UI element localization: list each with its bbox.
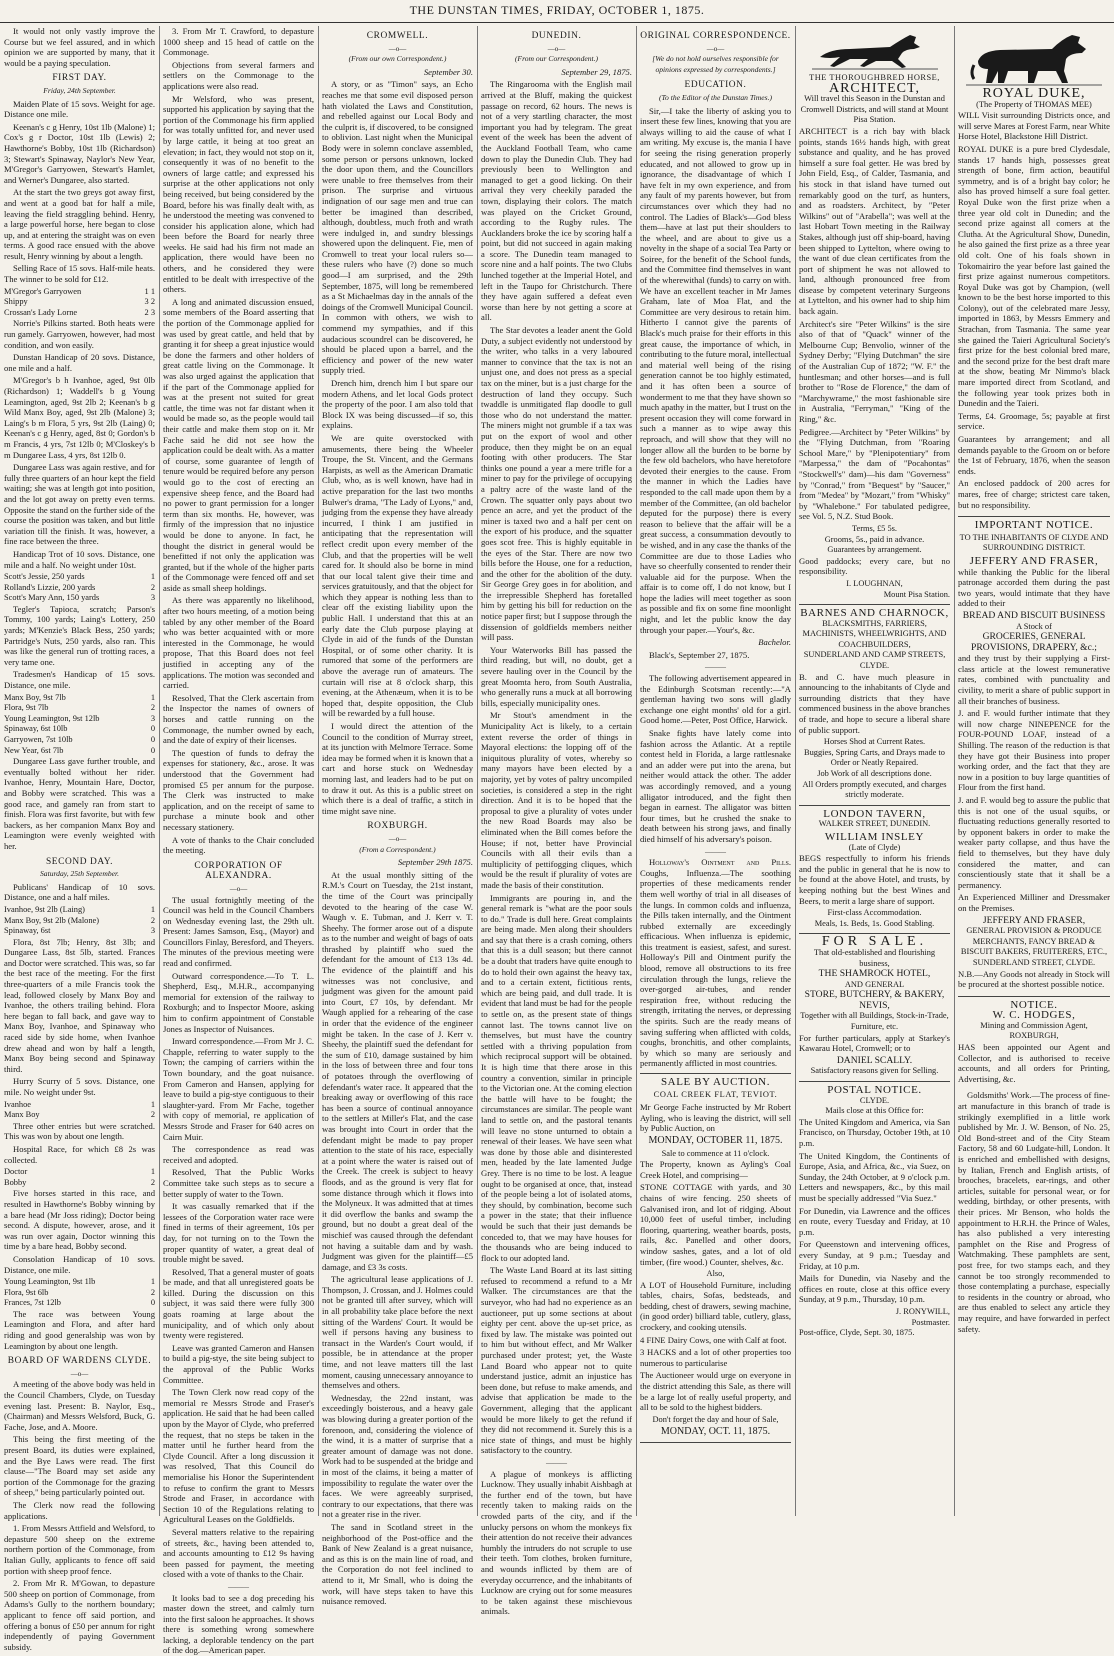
dunstan-report: Dungaree Lass was again restive, and for fully three quarters of an hour kept the field waiting; she was at length got into position, and the lot got away on pretty even terms. Opposite the stand on the further side of the course the position was taken, and but little variation till the finish. It was, however, a fine race between the three. (4, 462, 155, 547)
advert-text: ARCHITECT is a rich bay with black points, stands 16½ hands high, with great substance and quality, and he has proved himself a sure foal getter. He was bred by John Field, Esq., of Calder, Tasmania, and his stock in that island have turned out remarkably good on the turf, as hunters, and as roadsters. Architect, by "Peter Wilkins" out of "Arabella"; was well at the last Hobart Town meeting in the Railway Stakes, although just off ship-board, having been shipped to Lyttelton, where owing to the want of due clean certificates from the port of shipment he was not allowed to land, although pronounced free from disease by competent veterinary Surgeons at Lyttelton, and his owner had to ship him back again. (799, 126, 950, 317)
advert-name: WILLIAM INSLEY (799, 832, 950, 843)
table-row: M'Gregor's Garryowen 1 1 (4, 287, 155, 298)
dunedin-heading: DUNEDIN. (481, 31, 632, 42)
auction-place: COAL CREEK FLAT, TEVIOT. (640, 1090, 791, 1101)
advert-text: For further particulars, apply at Starkey's Kawarau Hotel, Cromwell; or to (799, 1033, 950, 1054)
table-row: Doctor 1 (4, 1167, 155, 1178)
dunstan-handicap: Dunstan Handicap of 20 sovs. Distance, one mile and a half. (4, 352, 155, 373)
advert-line: Mails close at this Office for: (799, 1106, 950, 1117)
london-tavern-advert (799, 806, 950, 935)
advert-name: JEFFERY AND FRASER, (958, 556, 1110, 567)
column-rule (159, 26, 160, 1516)
advert-subtitle: WALKER STREET, DUNEDIN. (799, 819, 950, 830)
article-paragraph: Your Waterworks Bill has passed the third reading, but will, no doubt, get a severe hauling over in the Council by the great Moomta hero, from South Australia, who generally runs a muck at all borrowing bills, especially municipality ones. (481, 645, 632, 709)
divider: ——— (640, 662, 791, 673)
advert-title: NOTICE. (958, 1000, 1110, 1011)
wardens-paragraph: A vote of thanks to the Chair concluded the meeting. (163, 835, 314, 856)
second-day-heading: SECOND DAY. (4, 857, 155, 868)
auction-text: Mr George Fache instructed by Mr Robert Ayling, who is leaving the district, will sell by Public Auction, on (640, 1102, 791, 1134)
wardens-paragraph: Resolved, That the Clerk ascertain from the Inspector the names of owners of horses and cattle running on the Commonage, the number owned by each, and the date of expiry of their licenses. (163, 693, 314, 746)
advert-text: For Dunedin, via Lawrence and the offices en route, every Tuesday and Friday, at 10 p.m. (799, 1206, 950, 1238)
divider: ——— (163, 1582, 314, 1593)
advert-line: Together with all Buildings, Stock-in-Trade, Furniture, etc. (799, 1011, 950, 1032)
selling-results (4, 287, 155, 319)
intro-paragraph: It would not only vastly improve the Course but we feel assured, and in which opinion we are supported by many, that it would be a paying speculation. (4, 26, 155, 68)
column-4-dunedin (481, 26, 632, 1516)
horse-name: ARCHITECT, (799, 84, 950, 95)
hurry-results (4, 1100, 155, 1121)
article-paragraph: The following advertisement appeared in the Edinburgh Scotsman recently:—"A gentleman having two sons will gladly exchange one eight months' old for a girl. Good home.—Peter, Post Office, Harwick. (640, 673, 791, 726)
divider: ——— (481, 1458, 632, 1469)
advert-signature: I. LOUGHNAN, (799, 579, 950, 590)
holloway-advert (640, 857, 791, 1069)
first-day-date: Friday, 24th September. (4, 86, 155, 97)
advert-text: J. and F. would beg to assure the public that this is not one of the usual squibs, or fluctuating reductions generally resorted to by opponent bakers in order to make the weaker party collapse, and thus have the field to themselves, but they have duly considered the matter, and can conscientiously state that it shall be a permanency. (958, 795, 1110, 890)
disclaimer-note: [We do not hold ourselves responsible for opinions expressed by correspondents.] (640, 54, 791, 75)
advert-line: That old-established and flourishing business, (799, 948, 950, 969)
council-paragraph: It was casually remarked that if the lessees of the Corporation water race were fined in terms of their agreement, 10s per day, for not turning on to the Town the proper quantity of water, a great deal of trouble might be saved. (163, 1201, 314, 1265)
architect-advert (799, 26, 950, 605)
council-paragraph: Several matters relative to the repairing of streets, &c., having been attended to, and accounts amounting to £12 9s having been passed for payment, the meeting closed with a vote of thanks to the Chair. (163, 1527, 314, 1580)
article-paragraph: Wednesday, the 22nd instant, was exceedingly boisterous, and a heavy gale was blowing during a greater portion of the forenoon, and, considering the violence of the wind, it is a matter of surprise that a greater amount of damage was not done. Work had to be suspended at the bridge and in most of the claims, it being a matter of impossibility to regulate the water over the faces. We were agreeably surprised, contrary to our expectations, that there was not a greater rise in the river. (322, 1393, 473, 1520)
auction-advert (640, 1073, 791, 1443)
barnes-charnock-advert (799, 605, 950, 806)
holloway-heading: Holloway's Ointment and Pills. (649, 857, 791, 867)
advert-line: A Stock of (958, 622, 1110, 633)
advert-text: Terms, £4. Groomage, 5s; payable at first service. (958, 411, 1110, 432)
advert-text: J. and F. would further intimate that they will now charge NINEPENCE for the FOUR-POUND LOAF, instead of a Shilling. The reason of the reduction is that they have got their Business into proper working order, and the fact that they are now in a position to buy large quantities of Flour from the first hand. (958, 708, 1110, 793)
advert-line: Horses Shod at Current Rates. (799, 737, 950, 748)
advert-text: BEGS respectfully to inform his friends and the public in general that he is now to be found at the above Hotel, and trusts, by keeping nothing but the best Wines and Beers, to merit a large share of support. (799, 853, 950, 906)
article-paragraph: Snake fights have lately come into fashion across the Atlantic. At a reptile contest held in Florida, a large rattlesnake and an adder were put into the arena, but neither would attack the other. The adder was accordingly removed, and a young alligator introduced, and the fight then began in earnest. The alligator was bitten four times, but he crushed the snake to death between his strong jaws, and finally died himself of his adversary's poison. (640, 728, 791, 845)
dateline: September 30. (322, 67, 473, 78)
holloway-body: Coughs, Influenza.—The soothing properties of these medicaments render them well worthy of trial in all diseases of the lungs. In common colds and influenza, the Pills taken internally, and the Ointment rubbed externally are exceedingly efficacious. When influenza is epidemic, this treatment is easiest, safest, and surest. Holloway's Pill and Ointment purify the blood, remove all obstructions to its free circulation through the lungs, relieve the over-gorged air-tubes, and render respiration free, without reducing the strength, irritating the nerves, or depressing the spirits. Such are the ready means of saving suffering when afflicted with colds, coughs, bronchitis, and other complaints, by which so many are seriously and permanently afflicted in most countries. (640, 868, 791, 1069)
advert-line: Satisfactory reasons given for Selling. (799, 1066, 950, 1077)
column-rule (477, 26, 478, 1516)
correspondent-note: (From our Correspondent.) (481, 54, 632, 65)
table-row: Manx Boy, 9st 2lb (Malone) 2 (4, 916, 155, 927)
dateline: September 29th 1875. (322, 857, 473, 868)
advert-signature: Mount Pisa Station. (799, 590, 950, 601)
cromwell-heading: CROMWELL. (322, 31, 473, 42)
tradesmen-report: Dungaree Lass gave further trouble, and eventually bolted without her rider. Ivanhoe, Henry, Mountain Hare, Doctor, and Bobby were scratched. This was a good race, and gamely ran from start to finish. Flora was first favorite, but with few backers, as her companion Manx Boy and Leamington were evenly weighted with her. (4, 756, 155, 851)
table-row: Rolland's Lizzie, 200 yards 2 (4, 583, 155, 594)
letter-place: Black's, September 27, 1875. (640, 650, 791, 661)
column-3-cromwell (322, 26, 473, 1516)
wardens-paragraph: As there was apparently no likelihood, after two hours meeting, of a motion being tabled by any other member of the Board who was better acquainted with or more interested in the Commonage, he would propose, That this Board does not feel justified in accepting any of the applications. The motion was seconded and carried. (163, 595, 314, 690)
trot-report: Tegler's Tapioca, scratch; Parson's Tommy, 100 yards; Laing's Lottery, 250 yards; M'Kenzie's Black Bess, 250 yards; Partridge's Nuts, 250 yards, also ran. This was like the general run of trotting races, a very tame one. (4, 604, 155, 668)
goldsmiths-paragraph: Goldsmiths' Work.—The process of fine-art manufacture in this branch of trade is strikingly exemplified in a little work published by Mr. J. W. Benson, of No. 25, Old Bond-street and of the City Steam Factory, 58 and 60 Ludgate-hill, London. It is enriched and embellished with designs, by Italian, French and English artists, of brooches, bracelets, ear-rings, and other articles, suitable for personal wear, or for wedding, birthday, or other presents, with their prices. Mr Benson, who holds the appointment to H.R.H. the Prince of Wales, has also published a very interesting pamphlet on the Rise and Progress of Watchmaking. These pamphlets are sent, post free, for two stamps each, and they cannot be too strongly recommended to those contemplating a purchase, especially to residents in the country or abroad, who are thus enabled to select any article they may require, and have forwarded in perfect safety. (958, 1090, 1110, 1334)
consolation-results (4, 1277, 155, 1309)
advert-name: DANIEL SCALLY. (799, 1056, 950, 1067)
divider: —o— (163, 884, 314, 895)
advert-text: ROYAL DUKE is a pure bred Clydesdale, stands 17 hands high, possesses great strength of bone, firm action, beautiful symmetry, and is of a bright bay color; he also has proved himself a sure foal getter. Royal Duke won the first prize when a three year old colt in Dunedin; and the second prize against all comers at the Clutha. At the Agricultural Show, Dunedin, he also gained the first prize as a three year old colt. One of his foals shown in Tokomairiro the year before last gained the first prize against numerous competitors. Royal Duke was got by Champion, (well known to be the best horse imported to this Colony), out of the celebrated mare Jessy, imported in 1863, by Messrs Emmery and Strachan, from Tasmania. The same year she gained the Taieri Agricultural Society's first prize for the best colonial bred mare, and the second prize for the best draft mare at the show, beating Mr Nimmo's black mare imported direct from Scotland, and the following year took prizes both in Dunedin and the Taieri. (958, 144, 1110, 409)
article-paragraph: At the usual monthly sitting of the R.M.'s Court on Tuesday, the 21st instant, the time of the Court was principally devoted to the hearing of the case W. Waugh v. E. Tubman, and J. Kerr v. T. Sheehy. The former arose out of a dispute as to the number and weight of bags of oats thrashed by plaintiff who sued the defendant for the amount of £13 13s 4d. The evidence of the plaintiff and his witnesses was not conclusive, and judgment was given for the amount paid into Court, £7 10s, by defendant. Mr Waugh applied for a rehearing of the case in order that the evidence of the engineer might be taken. In the case of J. Kerr v. Sheehy, the plaintiff sued the defendant for the sum of £10, damage sustained by him in the loss of between three and four tons of potatoes through the overflowing of defendant's water race. It appeared that the breaking away or overflowing of this race has been a source of continual annoyance to the settlers at Miller's Flat, and the case was brought into Court in order that the defendant might be made to pay proper attention to the state of his race, especially at a point where the water is raised out of the Creek. The creek is subject to heavy floods, and as the ground is very flat for some distance through which it flows into the Molyneux. It was admitted that at times it did overflow the banks and swamp the ground, but no doubt a great deal of the mischief was caused through the defendant not having a suitable dam and by wash. Judgment was given for the plaintiff—£5 damage, and £3 3s costs. (322, 870, 473, 1273)
column-rule (636, 26, 637, 1516)
advert-text: Pedigree.—Architect by "Peter Wilkins" by the "Flying Dutchman, from "Roaring School Mare," by "Plenipotentiary" from "Marpessa," the dam of "Pocahontas" "Stockwell's" dam)—his dam "Governess" by "Conrad," from "Bequest" by "Saucer," from "Medea" by "Mozart," from "Whisky" by "Whalebone." For tabulated pedigree, see Vol. 5, N.Z. Stud Book. (799, 427, 950, 522)
advert-text: B. and C. have much pleasure in announcing to the inhabitants of Clyde and surrounding districts that they have commenced business in the above branches of trade, and hope to secure a liberal share of public support. (799, 672, 950, 736)
column-1-racing (4, 26, 155, 1516)
trot-results (4, 572, 155, 604)
council-paragraph: Resolved, That the Public Works Committee take such steps as to secure a better supply of water to the Town. (163, 1167, 314, 1199)
selling-race: Selling Race of 15 sovs. Half-mile heats. The winner to be sold for £12. (4, 263, 155, 284)
divider: ——— (640, 847, 791, 858)
hurry-report: Three other entries but were scratched. This was won by about one length. (4, 1121, 155, 1142)
table-row: Young Leamington, 9st 1lb 1 (4, 1277, 155, 1288)
table-row: Scott's Jessie, 250 yards 1 (4, 572, 155, 583)
advert-text: HAS been appointed our Agent and Collector, and is authorised to receive accounts, and all orders for Printing, Advertising, &c. (958, 1042, 1110, 1084)
article-paragraph: Mr Stout's amendment in the Municipality Act is likely, to a certain extent reverse the order of things in Mayoral elections: the lopping off of the iniquitous plurality of votes, whereby so many mayors have been elected by a majority, yet by votes of paltry uncompiled societies, is considered a step in the right direction. And it is to be hoped that the proposal to give a plurality of votes under the new Road Boards may also be eliminated when the Bill comes before the House; if not, better have Provincial Councils with all their evils than a multiplicity of pettifogging cliques, which would be the result if plurality of votes are made the basis of their constitution. (481, 710, 632, 890)
advert-text: Mails for Dunedin, via Naseby and the offices en route, close at this office every Sunday, at 9 p.m., Thursday, 10 p.m. (799, 1273, 950, 1305)
advert-text: Architect's sire "Peter Wilkins" is the sire also of that of "Quack" winner of the Melbourne Cup; Benvolio, winner of the Sydney Derby; "Flying Dutchman" the sire of the Australian Cup of 1872; "W. F." the huntlesman; and other horses—and is full brother to "Rose de Florence," the dam of "Marchywrame," the most fashionable sire in Australia, "Ferryman," "King of the Ring," &c. (799, 319, 950, 425)
hurry-scurry: Hurry Scurry of 5 sovs. Distance, one mile. No weight under 9st. (4, 1076, 155, 1097)
maiden-plate: Maiden Plate of 15 sovs. Weight for age. Distance one mile. (4, 99, 155, 120)
advert-name: JEFFERY AND FRASER, (958, 916, 1110, 927)
auction-text: The Property, known as Ayling's Coal Creek Hotel, and comprising— (640, 1159, 791, 1180)
advert-line: First-class Accommodation. (799, 908, 950, 919)
advert-line: All Orders promptly executed, and charges strictly moderate. (799, 780, 950, 801)
for-sale-advert (799, 934, 950, 1082)
table-row: Scott's Mary Ann, 150 yards 3 (4, 593, 155, 604)
wardens-paragraph: A meeting of the above body was held in the Council Chambers, Clyde, on Tuesday evening last. Present: B. Naylor, Esq., (Chairman) and Messrs Welsford, Buck, G. Fache, Jose, and A. Moore. (4, 1379, 155, 1432)
table-row: Shippy 3 2 (4, 297, 155, 308)
education-heading: EDUCATION. (640, 80, 791, 91)
advert-subtitle: TO THE INHABITANTS OF CLYDE AND SURROUNDING DISTRICT. (958, 533, 1110, 554)
advert-text: while thanking the Public for the liberal patronage accorded them during the past two years, would intimate that they have added to their (958, 567, 1110, 609)
column-7-adverts (958, 26, 1110, 1516)
auction-text: The Auctioneer would urge on everyone in the district attending this Sale, as there will be a large lot of really useful property, and all to be sold to the highest bidders. (640, 1370, 791, 1412)
letter-signature: Bachelor. (640, 637, 791, 648)
column-rule (795, 26, 796, 1516)
table-row: Crossan's Lady Lorne 2 3 (4, 308, 155, 319)
advert-terms: Guarantees by arrangement. (799, 545, 950, 556)
auction-text: STONE COTTAGE with yards, and 30 chains of wire fencing. 250 sheets of Galvanised iron, and lot of ridging. About 10,000 feet of useful timber, including flooring, quartering, weather boards, posts, rails, &c. Panelled and other doors, window sashes, gates, and a lot of old timber, (fire wood.) Counter, shelves, &c. (640, 1182, 791, 1267)
advert-line: Meals, 1s. Beds, 1s. Good Stabling. (799, 919, 950, 930)
selling-report: Norrie's Pilkins started. Both heats were run gamely. Garryowen, however, had most condition, and won easily. (4, 318, 155, 350)
advert-line: Post-office, Clyde, Sept. 30, 1875. (799, 1328, 950, 1339)
wardens-heading: BOARD OF WARDENS CLYDE. (4, 1356, 155, 1367)
advert-subtitle: Will travel this Season in the Dunstan and Cromwell Districts, and will stand at Mount Pisa Station. (799, 94, 950, 126)
handicap-trot: Handicap Trot of 10 sovs. Distance, one mile and a half. No weight under 10st. (4, 549, 155, 570)
advert-line: SUNDERLAND STREET, CLYDE. (958, 958, 1110, 969)
advert-line: Job Work of all descriptions done. (799, 769, 950, 780)
council-paragraph: The correspondence as read was received and adopted. (163, 1144, 314, 1165)
publicans-handicap: Publicans' Handicap of 10 sovs. Distance, one and a half miles. (4, 882, 155, 903)
advert-text: Guarantees by arrangement; and all demands payable to the Groom on or before the 1st of February, 1876, when the season ends. (958, 434, 1110, 476)
advert-text: WILL Visit surrounding Districts once, and will serve Mares at Forest Farm, near White Horse Hotel, Blackstone Hill District. (958, 110, 1110, 142)
hodges-notice-advert (958, 997, 1110, 1091)
racehorse-icon (810, 31, 940, 71)
table-row: Frances, 7st 12lb 0 (4, 1298, 155, 1309)
editor-note: (To the Editor of the Dunstan Times.) (640, 93, 791, 104)
divider: —o— (322, 44, 473, 55)
column-rule (954, 26, 955, 1516)
article-paragraph: We are quite overstocked with amusements, there being the Wheeler Troupe, the St. Vincent, and the Germans Harpists, as well as the American Dramatic Club, who, as is well known, have had in active preparation for the last two months Bulwer's drama, "The Lady of Lyons," and, judging from the expense they have already incurred, I think I am justified in anticipating that the representation will reflect credit upon every member of the Club, and that the properties will be well cared for. It should also be borne in mind that our local talent give their time and services gratuitously, and that the object for which they appear is nothing less than to clear off the existing liability upon the public Hall. I understand that this at an early date the Club purpose playing at Clyde in aid of the funds of the Dunstan Hospital, or of some other charity. It is rumored that some of the performers are above the average run of amateurs. The curtain will rise at 8 o'clock sharp, this evening, at the Athenæum, when it is to be hoped that, despite opposition, the Club will be rewarded by a full house. (322, 433, 473, 719)
article-paragraph: The sand in Scotland street in the neighborhood of the Post-office and the Bank of New Zealand is a great nuisance, and as this is on the main line of road, and the Corporation do not feel inclined to attend to it, Mr Small, who is doing the work, will have steps taken to have this nuisance removed. (322, 1522, 473, 1607)
auction-text: Also, (640, 1269, 791, 1280)
advert-terms: Grooms, 5s., paid in advance. (799, 535, 950, 546)
wardens-paragraph: 1. From Messrs Attfield and Welsford, to depasture 500 sheep on the extreme northern portion of the Commonage, from Italian Gully, applicants to fence off said portion with sheep proof fence. (4, 1523, 155, 1576)
table-row: Manx Boy, 9st 7lb 1 (4, 693, 155, 704)
wardens-paragraph: A long and animated discussion ensued, some members of the Board asserting that the portion of the Commonage applied for was used by great cattle, and held that by granting it for sheep a great injustice would be done the farmers and other holders of great cattle living on the Commonage. It was also urged against the application that if the part of the Commonage applied for was at the present not suited for great cattle, the time was not far distant when it would be made so, as the people would tail their cattle and make them stop on it. Mr Fache said he did not see how the application could be dealt with. As a matter of course, some guarantee of length of tenure would be required before any person would go to the cost of erecting an expensive sheep fence, and the Board had no power to grant permission for a longer term than six months. He, however, was firmly of the impression that no injustice would be done to anyone. In fact, he thought the district in general would be benefitted if not only the application was granted, but if the whole of the higher parts of the Commonage were fenced off and set aside as small sheep holdings. (163, 297, 314, 594)
hospital-report: Five horses started in this race, and resulted in Hawthorne's Bobby winning by a bare head (Mr Joss riding); Doctor being second. A dispute, however, arose, and it was run over again, Doctor winning this time by a bare head, Bobby second. (4, 1188, 155, 1252)
article-paragraph: The Star devotes a leader anent the Gold Duty, a subject evidently not understood by the writer, who talks in a very laboured manner to convince that the tax is not an unjust one, and does not press as a special tax on the miner, but is a just charge for the destruction of land they occupy. Such twaddle is unmitigated flap doodle to gull those who do not understand the matter. The miners might not grumble if a tax was put on the export of wool and other produce, then they might be on an equal footing with other producers. The Star thinks one pound a year a mere trifle for a miner to pay for the privilege of occupying a paltry acre of the waste land of the Crown. The squatter only pays about two pence an acre, and yet the product of the miner is taxed two and a half per cent on the export of his produce, and the squatter goes scot free. This is highly equitable in the eyes of the Star. There are now two bills before the House, one for a reduction, and the other for the abolition of the duty. Sir George Grey goes in for abolition, and the irrepressible Shepherd has foretalled him by getting his bill for reduction on the notice paper first; but I suppose through the dissension of goldfields members neither will pass. (481, 325, 632, 643)
publicans-results (4, 905, 155, 937)
advert-text: The United Kingdom and America, via San Francisco, on Thursday, October 19th, at 10 p.m. (799, 1117, 950, 1149)
correspondent-note: (From our own Correspondent.) (322, 54, 473, 65)
advert-subtitle: CLYDE. (799, 1096, 950, 1107)
divider: —o— (481, 44, 632, 55)
postal-notice-advert (799, 1082, 950, 1343)
roxburgh-heading: ROXBURGH. (322, 821, 473, 832)
wardens-paragraph: The Clerk now read the following applications. (4, 1500, 155, 1521)
advert-subtitle: BLACKSMITHS, FARRIERS, MACHINISTS, WHEELWRIGHTS, AND COACHBUILDERS, (799, 619, 950, 651)
advert-line: GENERAL PROVISION & PRODUCE MERCHANTS, FANCY BREAD & BISCUIT BAKERS, FRUITERERS, ETC., (958, 926, 1110, 958)
maiden-report: At the start the two greys got away first, and went at a good bat for half a mile, leaving the field straggling behind. Henry, a large powerful horse, here began to close up, and at entering the straight was on even terms. A good race ensued with the above result, Henry winning by about a length. (4, 187, 155, 261)
auction-heading: SALE BY AUCTION. (640, 1077, 791, 1088)
council-paragraph: The Town Clerk now read copy of the memorial re Messrs Strode and Fraser's application. He said that he had been called upon by the Mayor of Clyde, who preferred the request, that no steps be taken in the matter until he further heard from the Clyde Council. After a long discussion it was resolved, That this Council do memorialise his Honor the Superintendent to refuse to confirm the grant to Messrs Strode and Fraser, in accordance with Section 10 of the Regulations relating to Agricultural Leases on the Goldfields. (163, 1387, 314, 1525)
auction-text: 3 HACKS and a lot of other properties too numerous to particularise (640, 1347, 791, 1368)
table-row: Flora, 9st 7lb 2 (4, 703, 155, 714)
divider: —o— (640, 44, 791, 55)
advert-terms: Terms, £5 5s. (799, 524, 950, 535)
wardens-paragraph: 2. From Mr R. M'Gowan, to depasture 500 sheep on portion of Commonage, from Adams's Gully to the northern boundary; applicant to fence off said portion, and offering a bonus of £50 per annum for right independently of paying Government subsidy. (4, 1578, 155, 1652)
council-paragraph: Inward correspondence.—From Mr J. C. Chapple, referring to water supply to the Town; the camping of carriers within the Town boundary, and the goat nuisance. From Cameron and Hansen, applying for leave to build a pig-stye contiguous to their slaughter-yard. From Mr Fache, together with copy of memorial, re application of Messrs Strode and Fraser for 640 acres on Cairn Muir. (163, 1036, 314, 1142)
column-5-correspondence (640, 26, 791, 1516)
council-paragraph: The usual fortnightly meeting of the Council was held in the Council Chambers on Wednesday evening last, the 29th ult. Present: James Samson, Esq., (Mayor) and Councillors Finlay, Beresford, and Theyers. The minutes of the previous meeting were read and confirmed. (163, 895, 314, 969)
council-paragraph: Resolved, That a general muster of goats be made, and that all unregistered goats be killed. During the discussion on this subject, it was said there were fully 300 goats roaming at large about the municipality, and of which only about twenty were registered. (163, 1267, 314, 1341)
advert-subtitle: (The Property of THOMAS MEE) (958, 100, 1110, 111)
column-6-adverts (799, 26, 950, 1516)
wardens-paragraph: 3. From Mr T. Crawford, to depasture 1000 sheep and 15 head of cattle on the Commonage. (163, 26, 314, 58)
advert-text: Good paddocks; every care, but no responsibility. (799, 556, 950, 577)
important-notice-advert (958, 517, 1110, 997)
advert-name: THE SHAMROCK HOTEL, (799, 969, 950, 980)
advert-text: For Queenstown and intervening offices, every Sunday, at 9 p.m.; Tuesday and Friday, at 10 p.m. (799, 1239, 950, 1271)
auction-text: 4 FINE Dairy Cows, one with Calf at foot. (640, 1335, 791, 1346)
table-row: Bobby 2 (4, 1178, 155, 1189)
advert-line: BREAD AND BISCUIT BUSINESS (958, 611, 1110, 622)
table-row: Ivanhoe 1 (4, 1100, 155, 1111)
article-paragraph: I would direct the attention of the Council to the condition of Murray street, at its junction with Melmore Terrace. Some idea may be formed when it is known that a cart and horse stuck on Wednesday morning last, and leaders had to be put on to draw it out. As this is a public street on which there is a deal of traffic, a stitch in time might save nine. (322, 721, 473, 816)
table-row: Spinaway, 6st 3 (4, 926, 155, 937)
hospital-results (4, 1167, 155, 1188)
advert-line: GROCERIES, GENERAL PROVISIONS, DRAPERY, &c.; (958, 632, 1110, 653)
auction-text: Sale to commence at 11 o'clock. (640, 1149, 791, 1160)
table-row: Flora, 9st 6lb 2 (4, 1288, 155, 1299)
royal-duke-advert (958, 26, 1110, 517)
advert-title: THE THOROUGHBRED HORSE, (799, 73, 950, 84)
letter-paragraph: Sir,—I take the liberty of asking you to insert these few lines, knowing that you are always willing to aid the cause of what I am writing. My excuse is, the mania I have for seeing the rising generation properly educated, and not allowed to grow up in ignorance, the disadvantage of which I have felt in my own experience, and from any fault of my parents however, but from circumstances over which they had no control. The Ladies of Black's—God bless them—have at last put their shoulders to the wheel, and are about to give us a novelty in the shape of a social Tea Party or Soiree, for the benefit of the School funds, and the Committee find themselves in want of the wherewithal (funds) to carry on with. We have an excellent teacher in Mr James Graham, late of Moa Flat, and the Committee are very desirous to retain him. Hitherto I cannot give the parents of Black's much praise for their efforts in this great cause, the importance of which, in contributing to the future moral, intellectual and material well being of the rising generation cannot be too highly estimated, and it has often been a source of wonderment to me that they have shown so much apathy in the matter, but I trust on the present occasion they will come forward in such a manner as to wipe away this reproach, and will show that they will no longer allow all the burden to be borne by the few old bachelors, who have heretofore devoted their energies to the cause. From the manner in which the Ladies have responded to the call made upon them by a member of the Committee, (an old bachelor deputed for the purpose) there is every reason to believe that the affair will be a great success, a consummation devoutly to be wished, and in any case the thanks of the Committee are due to those Ladies who have so cheerfully consented to render their valuable aid for the purpose. When the affair is to come off, I do not know, but I hope the ladies will meet together as soon as possible and fix on some fine moonlight night, and let the public know the day through your paper.—Your's, &c. (640, 106, 791, 636)
auction-text: A LOT of Household Furniture, including tables, chairs, Sofas, bedsteads, and bedding, chest of drawers, sewing machine, (in good order) billiard table, cutlery, glass, crockery, and cooking utensils. (640, 1280, 791, 1333)
table-row: Garryowen, 7st 10lb 0 (4, 735, 155, 746)
correspondent-note: (From a Correspondent.) (322, 845, 473, 856)
column-rule (318, 26, 319, 1516)
dog-paragraph: It looks bad to see a dog preceding his master down the street, and calmly turn into the first saloon he approaches. It shows there is something wrong somewhere lacking, a deplorable tendency on the part of the dog.—American paper. (163, 1593, 314, 1656)
consolation-handicap: Consolation Handicap of 10 sovs. Distance, one mile. (4, 1254, 155, 1275)
advert-text: The United Kingdom, the Continents of Europe, Asia, and Africa, &c., via Suez, on Sunday, the 24th October, at 9 o'clock p.m. Letters and newspapers, &c., by this mail must be specially addressed "Via Suez." (799, 1151, 950, 1204)
alexandra-heading: CORPORATION OF ALEXANDRA. (163, 861, 314, 882)
dunstan-entries: M'Gregor's b h Ivanhoe, aged, 9st 0lb (Richardson) 1; Waddell's b g Young Leamington, aged, 9st 2lb 2; Keenan's b g Wild Manx Boy, aged, 9st 2lb (Malone) 3; Laing's b m Flora, 5 yrs, 9st 2lb (Laing) 0; Keenan's c g Henry, aged, 8st 0; Gordon's b m Francis, 4 yrs, 7st 12lb 0; M'Closkey's b m Dungaree Lass, 4 yrs, 8st 12lb 0. (4, 375, 155, 460)
dateline: September 29, 1875. (481, 67, 632, 78)
table-row: Spinaway, 6st 10lb 0 (4, 724, 155, 735)
advert-text: An enclosed paddock of 200 acres for mares, free of charge; strictest care taken, but no responsibility. (958, 478, 1110, 510)
article-paragraph: A plague of monkeys is afflicting Lucknow. They usually inhabit Aishbagh at the further end of the town, but have recently taken to making raids on the crowded parts of the city, and if the unlucky persons on whom the monkeys fix their attention do not receive their advances humbly the intruders do not scruple to use their teeth. Tom clothes, broken furniture, and wounds inflicted by them are of everyday occurrence, and the inhabitants of Lucknow are crying out for some measures to be taken against these mischievous animals. (481, 1469, 632, 1617)
article-paragraph: The Waste Land Board at its last sitting refused to recommend a refund to a Mr Walker. The circumstances are that the surveyor, who had had no experience as an auctioneer, put up some sections at about eighty per cent. above the up-set price, as fixed by law. The mistake was pointed out to him but without effect, and Mr Walker purchased under protest; yet, the Waste Land Board who appear not to quite understand justice, admit an injustice has been done, but refuse to make amends, and advise that application be made to the Government, alleging that the applicant would be more likely to get the refund if they did not recommend it. Surely this is a nice state of things, and must be highly satisfactory to the country. (481, 1265, 632, 1456)
article-paragraph: The agricultural lease applications of J. Thompson, J. Crossan, and J. Holmes could not be granted till after survey, which will in all probability take place before the next sitting of the Wardens' Court. It would be well if persons having any business to transact in the Warden's Court would, if possible, be in attendance at the proper time, and not leave matters till the last moment, causing unnecessary annoyance to themselves and others. (322, 1274, 473, 1391)
second-day-date: Saturday, 25th September. (4, 869, 155, 880)
divider: —o— (4, 1369, 155, 1380)
council-paragraph: Outward correspondence.—To T. L. Shepherd, Esq., M.H.R., accompanying memorial for extension of the railway to Roxburgh; and to Inspector Moore, asking him to confirm appointment of Constable Jones as Inspector of Nuisances. (163, 971, 314, 1035)
article-paragraph: Immigrants are pouring in, and the general remark is "what are the poor souls to do." Trade is dull here. Great complaints are being made. Men along their shoulders and say that there is a crash coming, others that this is a dull season; but there cannot be a doubt that traders have quite enough to do to hold their own against the heavy tax, and to a certain extent, fictitious rents, which are being paid, and dull trade. It is evident that land must be had for the people to settle on, as the present state of things cannot last. The towns cannot live on themselves, but must have the country settled with a thriving population from which reciprocal support will be obtained. It is high time that there arose in this country a convention, similar in principle to the Victorian one. At the coming election the battle will have to be fought; the circumstances are similar. The people want land to settle on, and the pastoral tenants will leave no stone unturned to obtain a renewal of their leases. We have seen what was done by those able and disinterested men, headed by the late lamented Judge Grey. There is no time to be lost. A league ought to be organised at once, that, instead of the people being a lot of isolated atoms, they should, by combination, become such a power in the state; that their influence would be such that their just demands be conceded to, that we may have houses for the thousands who are being induced to flock to our adopted land. (481, 893, 632, 1264)
hospital-race: Hospital Race, for which £8 2s was collected. (4, 1144, 155, 1165)
advert-text: An Experienced Milliner and Dressmaker on the Premises. (958, 892, 1110, 913)
council-paragraph: Leave was granted Cameron and Hansen to build a pig-stye, the site being subject to the approval of the Public Works Committee. (163, 1343, 314, 1385)
wardens-paragraph: Mr Welsford, who was present, supported his application by saying that the portion of the Commonage his firm applied for was totally unfitted for, and never used by large cattle, it being at too great an elevation; in fact, they would not stop on it, consequently it was of no benefit to the owners of large cattle; and expressed his surprise at the other applications not only being received, but being considered by the Board, before his was finally dealt with, as he understood the meeting was convened to consider his application alone, which had been before the Board for nearly three weeks. He said had his firm not made an application, there would have been no others, and he considered they were entitled to be dealt with irrespective of the others. (163, 94, 314, 295)
table-row: Ivanhoe, 9st 2lb (Laing) 1 (4, 905, 155, 916)
table-row: New Year, 6st 7lb 0 (4, 746, 155, 757)
auction-date: MONDAY, OCTOBER 11, 1875. (640, 1136, 791, 1147)
advert-subtitle: SUNDERLAND AND CAMP STREETS, CLYDE. (799, 650, 950, 671)
wardens-paragraph: Objections from several farmers and settlers on the Commonage to the applications were also read. (163, 60, 314, 92)
article-paragraph: Drench him, drench him I but spare our modern Athens, and let local Gods protect the property of the poor. I am also told that Block IX was being discussed—if so, this explains. (322, 378, 473, 431)
advert-subtitle: (Late of Clyde) (799, 843, 950, 854)
advert-title: FOR SALE. (799, 937, 950, 948)
tradesmen-results (4, 693, 155, 757)
advert-title: BARNES AND CHARNOCK, (799, 608, 950, 619)
divider: —o— (322, 834, 473, 845)
tradesmen-handicap: Tradesmen's Handicap of 15 sovs. Distance, one mile. (4, 669, 155, 690)
article-paragraph: The Ringarooma with the English mail arrived at the Bluff, making the quickest passage on record, 62 hours. The news is not of a very startling character, the most important you had by telegram. The great event of the week has been the advent of the Auckland Football Team, who came down to play the Dunedin Club. They had previously been to Wellington and managed to get a good licking. On their arrival they very cheekily paraded the town, displaying their colors. The match was played on the Cricket Ground, according to the Rugby rules. The Aucklanders broke the ice by scoring half a point, but did not succeed in again making a score. The Dunedin team managed to score nine and a half points. The two Clubs lunched together at the Imperial Hotel, and left in the Taupo for Christchurch. There they have again suffered a defeat even worse than here by not getting a score at all. (481, 79, 632, 323)
advert-signature: J. RONYWILL, (799, 1307, 950, 1318)
column-2-wardens (163, 26, 314, 1516)
advert-title: LONDON TAVERN, (799, 809, 950, 820)
advert-title: IMPORTANT NOTICE. (958, 520, 1110, 531)
advert-subtitle: Mining and Commission Agent, ROXBURGH, (958, 1021, 1110, 1042)
consolation-report: The race was between Young Leamington and Flora, and after hard riding and good generalship was won by Leamington by about one length. (4, 1309, 155, 1351)
advert-signature: Postmaster. (799, 1318, 950, 1329)
masthead: THE DUNSTAN TIMES, FRIDAY, OCTOBER 1, 1875. (0, 0, 1114, 23)
auction-text: Don't forget the day and hour of Sale, (640, 1415, 791, 1426)
advert-text: and they trust by their supplying a First-class article at the lowest remunerative rates, combined with punctuality and civility, to merit a share of public support in all their branches of business. (958, 653, 1110, 706)
draught-horse-icon (964, 31, 1104, 87)
publicans-report: Flora, 8st 7lb; Henry, 8st 3lb; and Dungaree Lass, 8st 5lb, started. Frances and Doctor were scratched. This was, so far the best race of the meeting. For the first three-quarters of a mile Francis took the lead, followed closely by Manx Boy and Ivanhoe, the others trailing behind. Flora here began to fall back, and gave way to Manx Boy, Ivanhoe, and Spinaway who raced side by side home, when Ivanhoe drew ahead and won by half a length, Manx Boy being second and Spinaway third. (4, 937, 155, 1075)
advert-name: W. C. HODGES, (958, 1010, 1110, 1021)
advert-line: Buggies, Spring Carts, and Drays made to Order or Neatly Repaired. (799, 748, 950, 769)
wardens-paragraph: This being the first meeting of the present Board, its duties were explained, and the Bye Laws were read. The first clause—"The Board may set aside any portion of the Commonage for the grazing of sheep," being particularly pointed out. (4, 1434, 155, 1498)
table-row: Young Leamington, 9st 12lb 3 (4, 714, 155, 725)
correspondence-heading: ORIGINAL CORRESPONDENCE. (640, 31, 791, 42)
article-paragraph: A story, or as "Timon" says, an Echo reaches me that some evil disposed person hath violated the Laws and Constitution, and rebelled against our Local Body and the culprit is, if discovered, to be consigned to oblivion. Last night when the Municipal Body were in solemn conclave assembled, some person or persons unknown, locked the door upon them, and the Councillors were unable to free themselves from their prison. The surprise and virtuous indignation of our sage men and true can better be imagined than described, although, doubtless, much froth and wrath were indulged in, and sundry blessings showered upon the delinquent. Fie, men of Cromwell to treat your local rulers so—these rulers who have (?) done so much good—I am surprised, and the 29th September, 1875, will long be remembered as a St Michaelmas day in the annals of the doings of the Cromwell Municipal Council. In common with others, we wish to commend my sympathies, and if this audacious scoundrel can be discovered, he should be placed upon a barrel, and the efficiency and power of the new water supply tried. (322, 79, 473, 376)
advert-text: N.B.—Any Goods not already in Stock will be procured at the shortest possible notice. (958, 969, 1110, 990)
wardens-paragraph: The question of funds to defray the expenses for stationery, &c., arose. It was understood that the Government had promised £5 per annum for the purpose. The Clerk was instructed to make application, and on the receipt of same to purchase a minute book and other necessary stationery. (163, 748, 314, 833)
advert-line: AND GENERAL (799, 980, 950, 991)
auction-date: MONDAY, OCT. 11, 1875. (640, 1427, 791, 1438)
first-day-heading: FIRST DAY. (4, 73, 155, 84)
maiden-entries: Keenan's c g Henry, 10st 1lb (Malone) 1; Cox's g r Doctor, 10st 1lb (Lewis) 2; Hawthorne's Bobby, 10st 1lb (Richardson) 3; Stewart's Spinaway, Naylor's New Year, M'Gregor's Garryowen, Stewart's Hamlet, and Werner's Dungaree, also started. (4, 122, 155, 186)
horse-name: ROYAL DUKE, (958, 89, 1110, 100)
advert-title: POSTAL NOTICE. (799, 1085, 950, 1096)
advert-name: STORE, BUTCHERY, & BAKERY, NEVIS, (799, 990, 950, 1011)
table-row: Manx Boy 2 (4, 1110, 155, 1121)
